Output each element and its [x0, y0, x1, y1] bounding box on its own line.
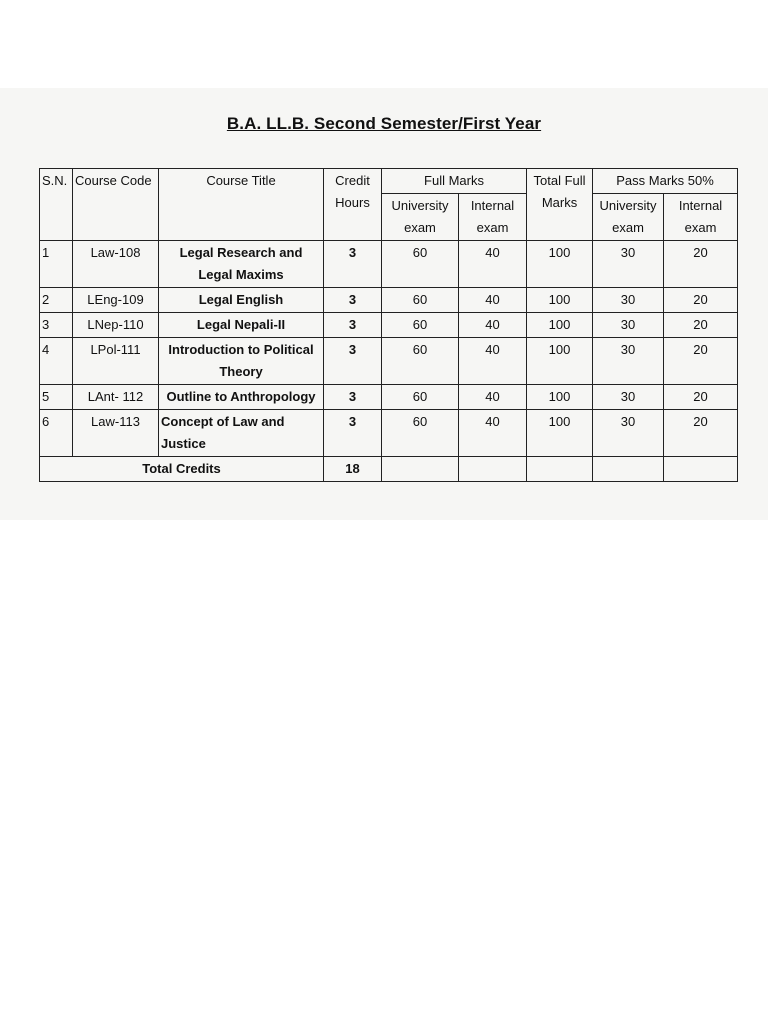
header-pass-university-exam: University exam	[593, 194, 664, 241]
row-course-code: Law-108	[73, 241, 159, 288]
row-course-title: Legal Research and Legal Maxims	[159, 241, 324, 288]
total-credits-row	[40, 457, 738, 482]
table-row	[40, 385, 738, 410]
row-total-full-marks: 100	[527, 385, 593, 410]
row-course-code: LEng-109	[73, 288, 159, 313]
table-row	[40, 288, 738, 313]
row-credit-hours: 3	[324, 385, 382, 410]
row-sn: 5	[40, 385, 73, 410]
empty-cell	[459, 457, 527, 482]
table-row	[40, 410, 738, 457]
row-course-title: Legal Nepali-II	[159, 313, 324, 338]
header-full-internal-exam: Internal exam	[459, 194, 527, 241]
total-credits-value: 18	[324, 457, 382, 482]
table-row	[40, 338, 738, 385]
row-pass-university: 30	[593, 288, 664, 313]
row-course-title: Legal English	[159, 288, 324, 313]
row-sn: 1	[40, 241, 73, 288]
row-pass-internal: 20	[664, 385, 738, 410]
row-pass-internal: 20	[664, 410, 738, 457]
row-pass-university: 30	[593, 385, 664, 410]
row-credit-hours: 3	[324, 241, 382, 288]
row-course-title: Concept of Law and Justice	[159, 410, 324, 457]
row-full-university: 60	[382, 410, 459, 457]
row-total-full-marks: 100	[527, 288, 593, 313]
header-course-code: Course Code	[73, 169, 159, 241]
row-course-code: Law-113	[73, 410, 159, 457]
row-course-title: Outline to Anthropology	[159, 385, 324, 410]
empty-cell	[527, 457, 593, 482]
row-pass-internal: 20	[664, 241, 738, 288]
row-sn: 6	[40, 410, 73, 457]
row-full-university: 60	[382, 241, 459, 288]
row-pass-internal: 20	[664, 313, 738, 338]
empty-cell	[382, 457, 459, 482]
header-full-marks: Full Marks	[382, 169, 527, 194]
row-credit-hours: 3	[324, 410, 382, 457]
total-credits-label: Total Credits	[40, 457, 324, 482]
row-full-internal: 40	[459, 288, 527, 313]
row-full-internal: 40	[459, 410, 527, 457]
row-full-internal: 40	[459, 241, 527, 288]
header-course-title: Course Title	[159, 169, 324, 241]
empty-cell	[593, 457, 664, 482]
header-credit-hours: Credit Hours	[324, 169, 382, 241]
row-pass-university: 30	[593, 410, 664, 457]
empty-cell	[664, 457, 738, 482]
row-pass-internal: 20	[664, 288, 738, 313]
page-title: B.A. LL.B. Second Semester/First Year	[226, 114, 542, 133]
row-total-full-marks: 100	[527, 338, 593, 385]
header-full-university-exam: University exam	[382, 194, 459, 241]
row-total-full-marks: 100	[527, 241, 593, 288]
row-pass-internal: 20	[664, 338, 738, 385]
row-pass-university: 30	[593, 338, 664, 385]
row-pass-university: 30	[593, 313, 664, 338]
row-full-internal: 40	[459, 338, 527, 385]
row-total-full-marks: 100	[527, 313, 593, 338]
row-sn: 3	[40, 313, 73, 338]
row-course-title: Introduction to Political Theory	[159, 338, 324, 385]
header-total-full-marks: Total Full Marks	[527, 169, 593, 241]
header-pass-internal-exam: Internal exam	[664, 194, 738, 241]
row-credit-hours: 3	[324, 288, 382, 313]
header-sn: S.N.	[40, 169, 73, 241]
row-full-university: 60	[382, 288, 459, 313]
row-course-code: LNep-110	[73, 313, 159, 338]
row-full-internal: 40	[459, 313, 527, 338]
header-row-1	[40, 169, 738, 194]
row-total-full-marks: 100	[527, 410, 593, 457]
row-credit-hours: 3	[324, 338, 382, 385]
table-row	[40, 313, 738, 338]
row-pass-university: 30	[593, 241, 664, 288]
course-marks-table	[39, 168, 738, 482]
row-sn: 2	[40, 288, 73, 313]
row-full-internal: 40	[459, 385, 527, 410]
header-pass-marks: Pass Marks 50%	[593, 169, 738, 194]
row-credit-hours: 3	[324, 313, 382, 338]
row-sn: 4	[40, 338, 73, 385]
row-course-code: LPol-111	[73, 338, 159, 385]
row-full-university: 60	[382, 313, 459, 338]
row-full-university: 60	[382, 338, 459, 385]
table-row	[40, 241, 738, 288]
row-course-code: LAnt- 112	[73, 385, 159, 410]
row-full-university: 60	[382, 385, 459, 410]
